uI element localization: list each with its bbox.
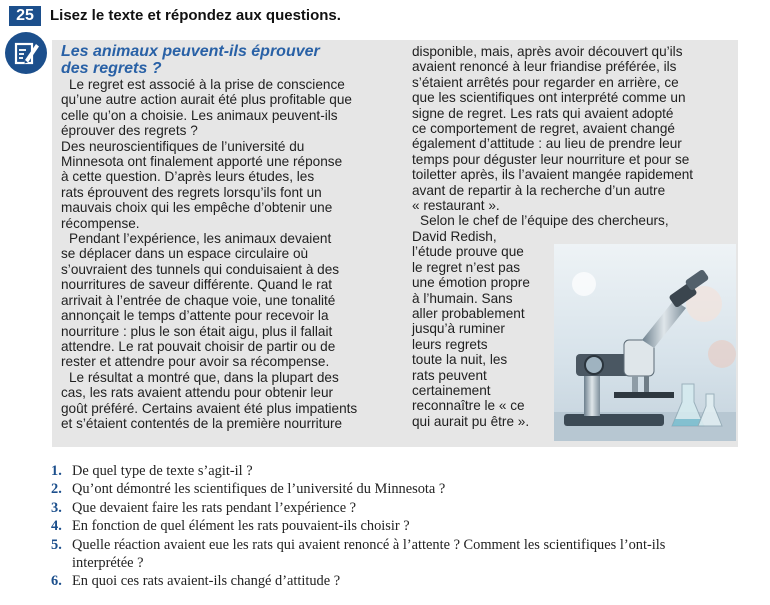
text-line: qu’une autre action aurait été plus profitable que <box>61 92 352 108</box>
text-line: rats éprouvent des regrets lorsqu’ils font un <box>61 184 322 200</box>
text-line: cas, les rats avaient attendu pour obtenir leur <box>61 385 334 401</box>
text-line: toute la nuit, les <box>412 352 508 368</box>
article-title: Les animaux peuvent-ils éprouver des regrets ? <box>61 43 320 77</box>
article-left-column <box>61 44 361 431</box>
text-line: signe de regret. Les rats qui avaient adopté <box>412 105 674 121</box>
text-line: disponible, mais, après avoir découvert qu’ils <box>412 44 683 59</box>
question-item: 6. En quoi ces rats avaient-ils changé d’attitude ? <box>51 573 341 590</box>
text-line: rats peuvent <box>412 367 487 383</box>
text-line: et s’étaient contentés de la première nourriture <box>61 415 343 431</box>
text-line: qui aurait pu être ». <box>412 413 530 429</box>
text-line: « restaurant ». <box>412 198 500 214</box>
text-line: récompense. <box>61 215 140 231</box>
question-list <box>51 462 751 591</box>
question-item: 5. Quelle réaction avaient eue les rats qui avaient renoncé à l’attente ? Comment les scientifiques l’ont-ils interprétée ? <box>51 536 666 572</box>
text-line: Pendant l’expérience, les animaux devaient <box>69 231 332 247</box>
text-line: Des neuroscientifiques de l’université du <box>61 138 305 154</box>
text-line: se déplacer dans un espace circulaire où <box>61 246 309 262</box>
microscope-photo <box>554 244 736 441</box>
text-line: l’étude prouve que <box>412 244 524 260</box>
text-line: nourritures de saveur différente. Quand le rat <box>61 277 333 293</box>
text-line: arrivait à l’entrée de chaque voie, une tonalité <box>61 292 336 308</box>
exercise-instruction: Lisez le texte et répondez aux questions. <box>50 7 341 24</box>
text-line: reconnaître le « ce <box>412 398 525 414</box>
text-line: avaient renoncé à leur friandise préférée, ils <box>412 59 677 75</box>
text-line: s’ouvraient des tunnels qui conduisaient à des <box>61 261 340 277</box>
text-line: David Redish, <box>412 228 497 244</box>
text-line: Selon le chef de l’équipe des chercheurs, <box>420 213 669 229</box>
text-line: une émotion propre <box>412 275 530 291</box>
text-line: celle qu’on a choisie. Les animaux peuvent-ils <box>61 107 338 123</box>
text-line: s’étaient arrêtés pour regarder en arrière, ce <box>412 74 679 90</box>
pencil-write-icon <box>5 32 47 74</box>
question-item: 4. En fonction de quel élément les rats pouvaient-ils choisir ? <box>51 518 410 535</box>
text-line: que les scientifiques ont interprété comme un <box>412 90 686 106</box>
question-item: 3. Que devaient faire les rats pendant l’expérience ? <box>51 499 357 516</box>
text-line: nourriture : plus le son était aigu, plus il fallait <box>61 323 333 339</box>
text-line: éprouver des regrets ? <box>61 123 198 139</box>
text-line: rester et attendre pour avoir sa récompense. <box>61 354 330 370</box>
text-line: à l’humain. Sans <box>412 290 513 306</box>
text-line: attendre. Le rat pouvait choisir de partir ou de <box>61 338 336 354</box>
text-line: également d’attitude : au lieu de prendre leur <box>412 136 682 152</box>
text-line: certainement <box>412 382 491 398</box>
question-item: 2. Qu’ont démontré les scientifiques de l’université du Minnesota ? <box>51 481 446 498</box>
text-line: le regret n’est pas <box>412 259 521 275</box>
text-line: jusqu’à ruminer <box>412 321 505 337</box>
question-item: 1. De quel type de texte s’agit-il ? <box>51 463 253 479</box>
text-line: annonçait le temps d’attente pour recevoir la <box>61 308 329 324</box>
text-line: leurs regrets <box>412 336 488 352</box>
text-line: Le résultat a montré que, dans la plupart des <box>69 369 339 385</box>
text-line: temps pour déguster leur nourriture et pour se <box>412 151 690 167</box>
text-line: à cette question. D’après leurs études, les <box>61 169 315 185</box>
exercise-number-badge: 25 <box>9 6 41 26</box>
text-line: Minnesota ont finalement apporté une réponse <box>61 154 343 170</box>
text-line: ce comportement de regret, avaient changé <box>412 121 675 137</box>
text-line: aller probablement <box>412 305 525 321</box>
text-line: avant de repartir à la recherche d’un autre <box>412 182 666 198</box>
text-line: toiletter après, ils l’avaient mangée rapidement <box>412 167 694 183</box>
text-line: Le regret est associé à la prise de conscience <box>69 77 345 92</box>
text-line: mauvais choix qui les empêche d’obtenir une <box>61 200 333 216</box>
text-line: goût préféré. Certains avaient été plus impatients <box>61 400 358 416</box>
